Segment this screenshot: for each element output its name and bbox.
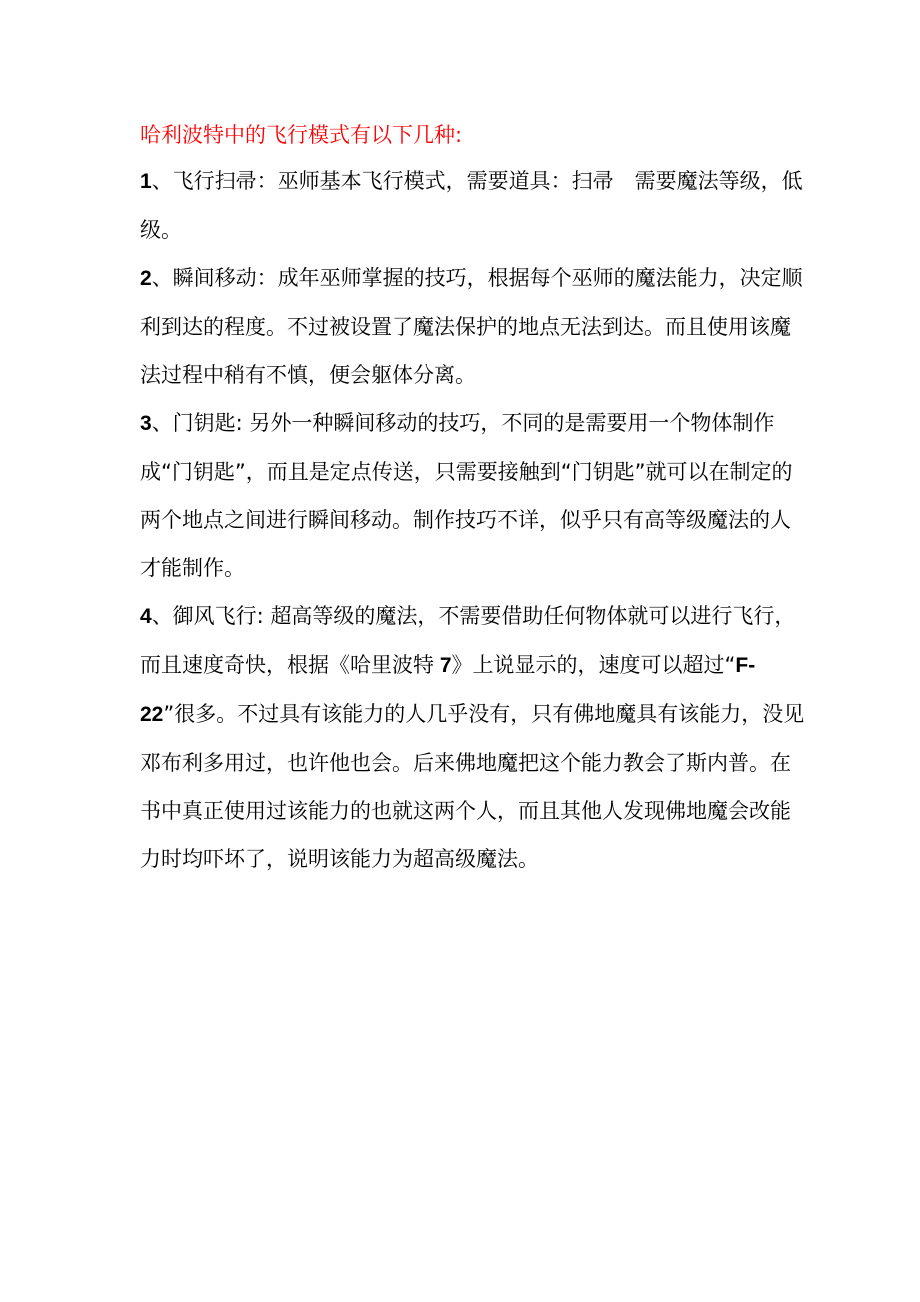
list-item-unsupported-flight <box>140 592 808 883</box>
plane-name: F-22 <box>140 654 756 726</box>
book-number: 7 <box>434 654 452 677</box>
item-number: 4 <box>140 605 152 628</box>
item-text-part: 》上说显示的，速度可以超过“ <box>451 653 736 677</box>
item-text: 、门钥匙: 另外一种瞬间移动的技巧，不同的是需要用一个物体制作成“门钥匙”，而且是定点传送，只需要接触到“门钥匙”就可以在制定的两个地点之间进行瞬间移动。制作技巧不详，似乎只有高等级魔法的人才能制作。 <box>140 411 793 580</box>
list-item-apparition <box>140 254 808 399</box>
item-number: 3 <box>140 412 152 435</box>
item-text: 、瞬间移动：成年巫师掌握的技巧，根据每个巫师的魔法能力，决定顺利到达的程度。不过被设置了魔法保护的地点无法到达。而且使用该魔法过程中稍有不慎，便会躯体分离。 <box>140 266 803 387</box>
list-item-flying-broom <box>140 157 808 254</box>
document-title: 哈利波特中的飞行模式有以下几种: <box>140 123 463 147</box>
item-text-part: 、御风飞行: 超高等级的魔法，不需要借助任何物体就可以进行飞行，而且速度奇快，根据《哈里波特 <box>140 604 796 677</box>
item-text: 、飞行扫帚：巫师基本飞行模式，需要道具：扫帚 需要魔法等级，低级。 <box>140 169 803 242</box>
document-body <box>140 113 808 883</box>
item-number: 2 <box>140 267 152 290</box>
item-text-part: ”很多。不过具有该能力的人几乎没有，只有佛地魔具有该能力，没见邓布利多用过，也许他也会。后来佛地魔把这个能力教会了斯内普。在书中真正使用过该能力的也就这两个人，而且其他人发现佛地魔会改能力时均吓坏了，说明该能力为超高级魔法。 <box>140 702 805 871</box>
item-number: 1 <box>140 170 152 193</box>
list-item-portkey <box>140 399 808 592</box>
